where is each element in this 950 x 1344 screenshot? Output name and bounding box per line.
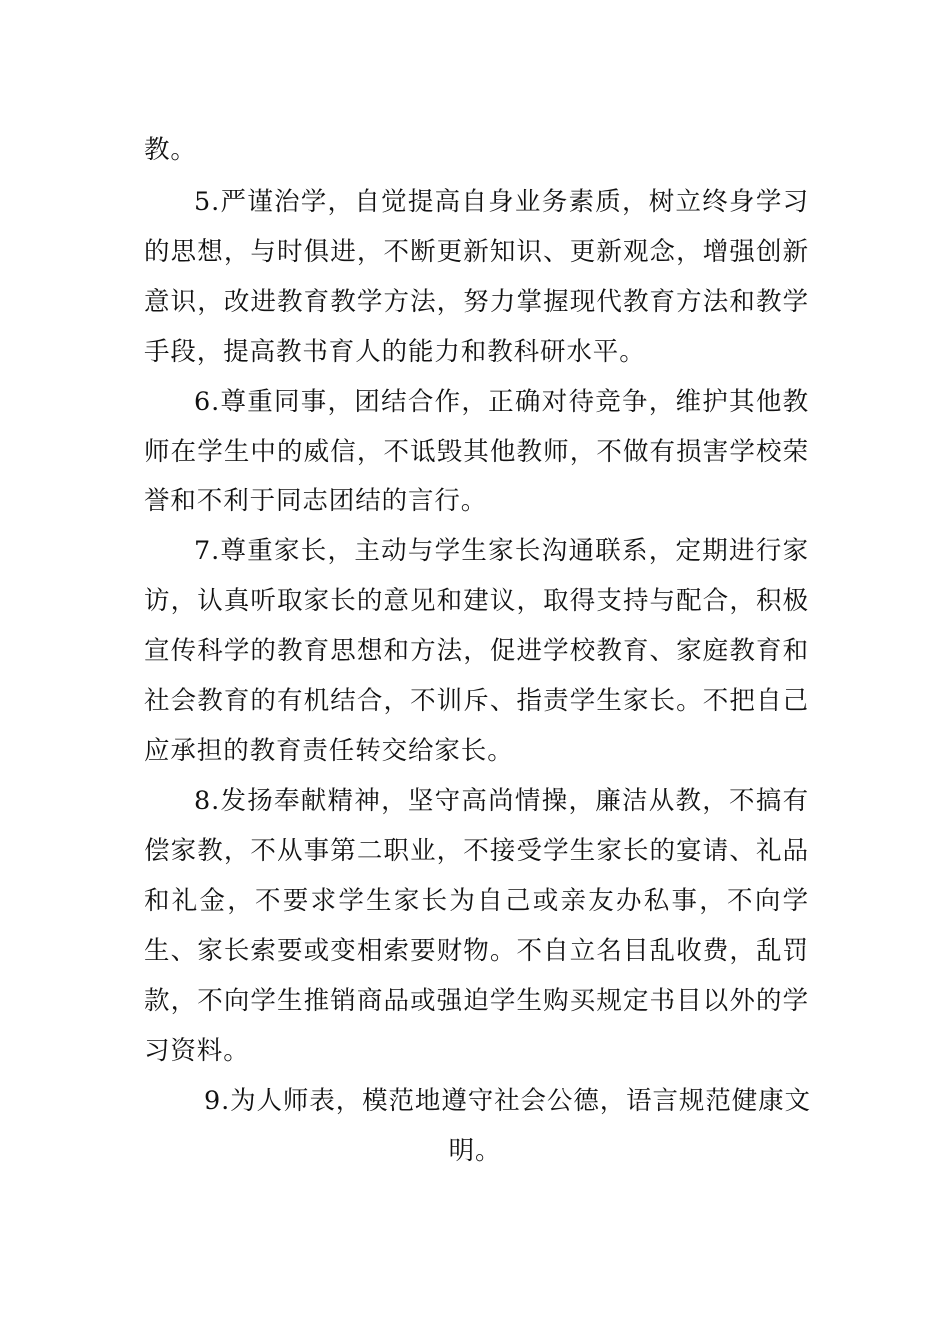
- item-6-line: 师在学生中的威信，不诋毁其他教师，不做有损害学校荣: [144, 437, 809, 467]
- item-7-first-line: 7.尊重家长，主动与学生家长沟通联系，定期进行家: [194, 536, 809, 566]
- item-8-line: 和礼金，不要求学生家长为自己或亲友办私事，不向学: [144, 886, 809, 916]
- item-5-line: 的思想，与时俱进，不断更新知识、更新观念，增强创新: [144, 237, 809, 267]
- item-8-first-line: 8.发扬奉献精神，坚守高尚情操，廉洁从教，不搞有: [194, 786, 809, 816]
- text-line-continuation: 教。: [144, 135, 197, 165]
- item-9-first-line: 9.为人师表，模范地遵守社会公德，语言规范健康文: [204, 1086, 811, 1116]
- item-8-last-line: 习资料。: [144, 1036, 250, 1066]
- item-8-line: 款，不向学生推销商品或强迫学生购买规定书目以外的学: [144, 986, 809, 1016]
- item-7-line: 社会教育的有机结合，不训斥、指责学生家长。不把自己: [144, 686, 809, 716]
- item-5-last-line: 手段，提高教书育人的能力和教科研水平。: [144, 337, 646, 367]
- item-5-first-line: 5.严谨治学，自觉提高自身业务素质，树立终身学习: [194, 187, 809, 217]
- item-7-line: 宣传科学的教育思想和方法，促进学校教育、家庭教育和: [144, 636, 809, 666]
- item-7-last-line: 应承担的教育责任转交给家长。: [144, 736, 514, 766]
- item-5-line: 意识，改进教育教学方法，努力掌握现代教育方法和教学: [144, 287, 809, 317]
- item-8-line: 生、家长索要或变相索要财物。不自立名目乱收费，乱罚: [144, 936, 809, 966]
- item-6-last-line: 誉和不利于同志团结的言行。: [144, 486, 488, 516]
- item-9-last-line: 明。: [448, 1136, 502, 1166]
- item-6-first-line: 6.尊重同事，团结合作，正确对待竞争，维护其他教: [194, 387, 809, 417]
- item-7-line: 访，认真听取家长的意见和建议，取得支持与配合，积极: [144, 586, 809, 616]
- item-8-line: 偿家教，不从事第二职业，不接受学生家长的宴请、礼品: [144, 836, 809, 866]
